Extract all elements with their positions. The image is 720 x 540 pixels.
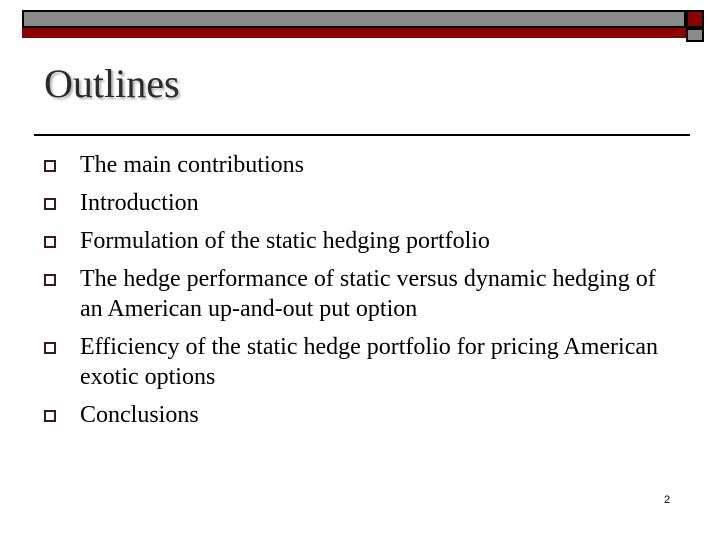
header-accent-stripe	[22, 28, 686, 38]
hollow-square-bullet-icon	[44, 342, 56, 354]
outline-item-label: Efficiency of the static hedge portfolio for pricing American exotic options	[80, 334, 659, 390]
outline-item-label: Introduction	[80, 190, 199, 216]
outline-item	[44, 264, 664, 324]
header-decor-bar	[22, 10, 686, 28]
outline-item-label: The hedge performance of static versus dynamic hedging of an American up-and-out put option	[80, 266, 656, 322]
outline-item	[44, 150, 664, 180]
outline-list	[44, 150, 664, 438]
hollow-square-bullet-icon	[44, 236, 56, 248]
slide-title: Outlines	[44, 61, 180, 106]
outline-item	[44, 226, 664, 256]
hollow-square-bullet-icon	[44, 410, 56, 422]
outline-item-label: Formulation of the static hedging portfolio	[80, 228, 490, 254]
hollow-square-bullet-icon	[44, 274, 56, 286]
outline-item-label: The main contributions	[80, 152, 304, 178]
corner-gray-square	[686, 28, 704, 42]
title-divider	[34, 134, 690, 136]
page-number: 2	[664, 494, 671, 506]
outline-item	[44, 188, 664, 218]
outline-item-label: Conclusions	[80, 402, 199, 428]
hollow-square-bullet-icon	[44, 160, 56, 172]
corner-accent-square	[686, 10, 704, 28]
outline-item	[44, 400, 664, 430]
outline-item	[44, 332, 664, 392]
hollow-square-bullet-icon	[44, 198, 56, 210]
